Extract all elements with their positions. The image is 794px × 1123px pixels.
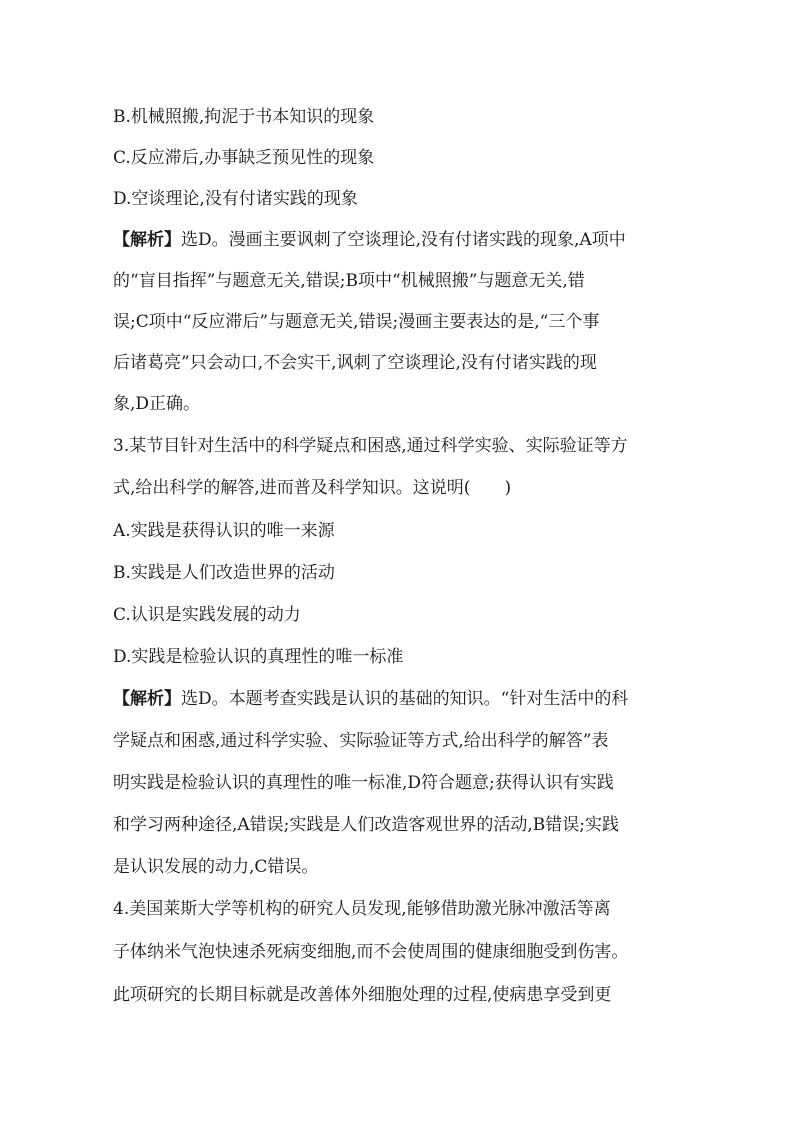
q3-analysis-line-2: 学疑点和困惑,通过科学实验、实际验证等方式,给出科学的解答”表 (113, 731, 609, 751)
q2-analysis-line-5: 象,D正确。 (113, 394, 201, 414)
q2-option-d: D.空谈理论,没有付诸实践的现象 (113, 189, 358, 209)
q2-analysis-tag: 【解析】 (113, 230, 181, 250)
q4-stem-line-3: 此项研究的长期目标就是改善体外细胞处理的过程,使病患享受到更 (113, 985, 612, 1005)
q2-option-c: C.反应滞后,办事缺乏预见性的现象 (113, 148, 375, 168)
q3-analysis-line-5: 是认识发展的动力,C错误。 (113, 857, 319, 877)
q4-stem-line-2: 子体纳米气泡快速杀死病变细胞,而不会使周围的健康细胞受到伤害。 (113, 942, 629, 962)
q2-analysis-line-4: 后诸葛亮”只会动口,不会实干,讽刺了空谈理论,没有付诸实践的现 (113, 353, 597, 373)
q3-analysis-text-1: 选D。本题考查实践是认识的基础的知识。“针对生活中的科 (181, 689, 629, 709)
q3-analysis-line-1 (113, 689, 685, 709)
q3-option-d: D.实践是检验认识的真理性的唯一标准 (113, 647, 404, 667)
q2-analysis-line-3: 误;C项中“反应滞后”与题意无关,错误;漫画主要表达的是,“三个事 (113, 312, 600, 332)
q3-analysis-line-3: 明实践是检验认识的真理性的唯一标准,D符合题意;获得认识有实践 (113, 773, 614, 793)
q3-stem-line-2: 式,给出科学的解答,进而普及科学知识。这说明( ) (113, 478, 512, 498)
q2-analysis-text-1: 选D。漫画主要讽刺了空谈理论,没有付诸实践的现象,A项中 (181, 230, 626, 250)
q2-option-b: B.机械照搬,拘泥于书本知识的现象 (113, 107, 375, 127)
q3-option-c: C.认识是实践发展的动力 (113, 605, 301, 625)
q3-analysis-tag: 【解析】 (113, 689, 181, 709)
q4-stem-line-1: 4.美国莱斯大学等机构的研究人员发现,能够借助激光脉冲激活等离 (113, 899, 611, 919)
q3-option-a: A.实践是获得认识的唯一来源 (113, 521, 335, 541)
q2-analysis-line-1 (113, 230, 685, 250)
q3-option-b: B.实践是人们改造世界的活动 (113, 563, 335, 583)
q3-stem-line-1: 3.某节目针对生活中的科学疑点和困惑,通过科学实验、实际验证等方 (113, 436, 628, 456)
q3-analysis-line-4: 和学习两种途径,A错误;实践是人们改造客观世界的活动,B错误;实践 (113, 815, 620, 835)
q2-analysis-line-2: 的“盲目指挥”与题意无关,错误;B项中“机械照搬”与题意无关,错 (113, 271, 585, 291)
